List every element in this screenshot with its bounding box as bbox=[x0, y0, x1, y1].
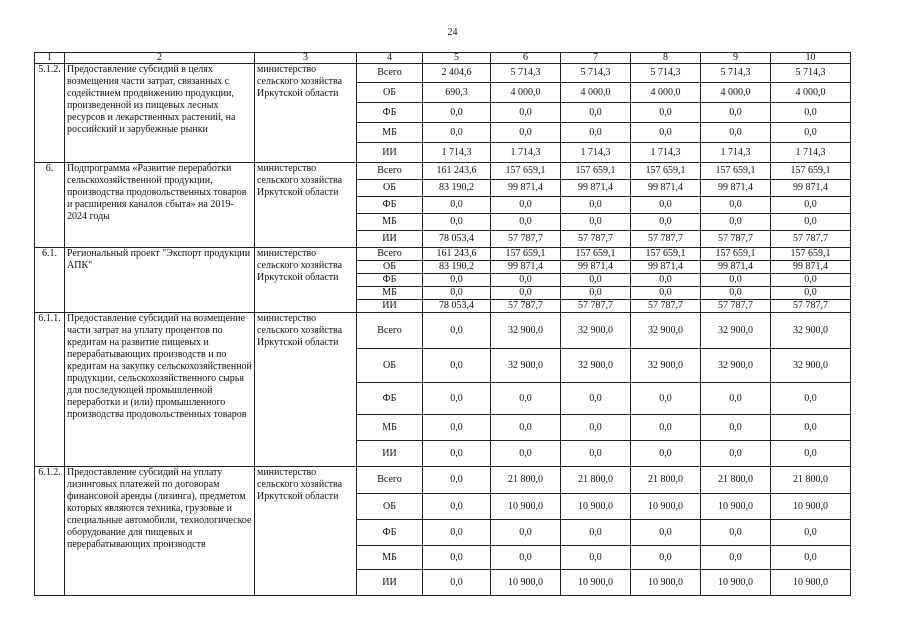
funding-source: Всего bbox=[357, 64, 423, 83]
amount-cell: 0,0 bbox=[561, 197, 631, 214]
amount-cell: 57 787,7 bbox=[631, 300, 701, 313]
amount-cell: 57 787,7 bbox=[701, 231, 771, 248]
amount-cell: 99 871,4 bbox=[771, 261, 851, 274]
amount-cell: 0,0 bbox=[771, 103, 851, 123]
amount-cell: 157 659,1 bbox=[701, 163, 771, 180]
amount-cell: 57 787,7 bbox=[561, 231, 631, 248]
amount-cell: 157 659,1 bbox=[561, 163, 631, 180]
amount-cell: 0,0 bbox=[701, 287, 771, 300]
amount-cell: 157 659,1 bbox=[701, 248, 771, 261]
amount-cell: 0,0 bbox=[701, 103, 771, 123]
item-description: Предоставление субсидий на уплату лизинговых платежей по договорам финансовой аренды (лизинга), предметом которых являются техника, грузовые и специальные автомобили, технологическое оборудование для пищевых и перерабатывающих производств bbox=[65, 467, 255, 596]
amount-cell: 0,0 bbox=[561, 214, 631, 231]
amount-cell: 99 871,4 bbox=[561, 261, 631, 274]
amount-cell: 32 900,0 bbox=[491, 313, 561, 349]
item-description: Региональный проект "Экспорт продукции АПК" bbox=[65, 248, 255, 313]
amount-cell: 0,0 bbox=[631, 287, 701, 300]
amount-cell: 10 900,0 bbox=[701, 494, 771, 520]
item-number: 6. bbox=[35, 163, 65, 248]
item-description: Предоставление субсидий в целях возмещения части затрат, связанных с содействием продвижению продукции, произведенной из пищевых лесных ресурсов и лекарственных растений, на российский и зарубежные рынки bbox=[65, 64, 255, 163]
amount-cell: 21 800,0 bbox=[631, 467, 701, 494]
funding-source: МБ bbox=[357, 546, 423, 570]
amount-cell: 10 900,0 bbox=[771, 570, 851, 596]
column-header: 7 bbox=[561, 53, 631, 64]
amount-cell: 5 714,3 bbox=[701, 64, 771, 83]
amount-cell: 0,0 bbox=[631, 520, 701, 546]
amount-cell: 32 900,0 bbox=[631, 349, 701, 383]
amount-cell: 0,0 bbox=[771, 274, 851, 287]
amount-cell: 0,0 bbox=[561, 520, 631, 546]
funding-source: ИИ bbox=[357, 143, 423, 163]
amount-cell: 5 714,3 bbox=[491, 64, 561, 83]
funding-source: ОБ bbox=[357, 261, 423, 274]
amount-cell: 157 659,1 bbox=[491, 248, 561, 261]
amount-cell: 99 871,4 bbox=[701, 180, 771, 197]
funding-source: МБ bbox=[357, 123, 423, 143]
amount-cell: 5 714,3 bbox=[631, 64, 701, 83]
item-number: 6.1.1. bbox=[35, 313, 65, 467]
amount-cell: 99 871,4 bbox=[491, 180, 561, 197]
amount-cell: 10 900,0 bbox=[561, 494, 631, 520]
amount-cell: 0,0 bbox=[561, 546, 631, 570]
amount-cell: 0,0 bbox=[631, 441, 701, 467]
item-number: 6.1. bbox=[35, 248, 65, 313]
amount-cell: 0,0 bbox=[771, 441, 851, 467]
amount-cell: 5 714,3 bbox=[771, 64, 851, 83]
funding-source: ИИ bbox=[357, 570, 423, 596]
amount-cell: 0,0 bbox=[701, 546, 771, 570]
amount-cell: 0,0 bbox=[631, 546, 701, 570]
amount-cell: 0,0 bbox=[423, 349, 491, 383]
amount-cell: 0,0 bbox=[631, 274, 701, 287]
amount-cell: 0,0 bbox=[771, 287, 851, 300]
amount-cell: 0,0 bbox=[561, 123, 631, 143]
funding-source: ФБ bbox=[357, 383, 423, 415]
amount-cell: 0,0 bbox=[701, 274, 771, 287]
amount-cell: 0,0 bbox=[561, 274, 631, 287]
funding-source: МБ bbox=[357, 214, 423, 231]
amount-cell: 4 000,0 bbox=[491, 83, 561, 103]
funding-source: Всего bbox=[357, 467, 423, 494]
table-row bbox=[35, 163, 851, 180]
table-row bbox=[35, 467, 851, 494]
amount-cell: 0,0 bbox=[491, 103, 561, 123]
amount-cell: 0,0 bbox=[423, 494, 491, 520]
amount-cell: 21 800,0 bbox=[771, 467, 851, 494]
amount-cell: 1 714,3 bbox=[423, 143, 491, 163]
amount-cell: 78 053,4 bbox=[423, 300, 491, 313]
responsible-party: министерство сельского хозяйства Иркутской области bbox=[255, 64, 357, 163]
column-header: 1 bbox=[35, 53, 65, 64]
amount-cell: 0,0 bbox=[771, 520, 851, 546]
amount-cell: 157 659,1 bbox=[631, 248, 701, 261]
amount-cell: 0,0 bbox=[423, 383, 491, 415]
amount-cell: 0,0 bbox=[701, 520, 771, 546]
amount-cell: 157 659,1 bbox=[561, 248, 631, 261]
amount-cell: 10 900,0 bbox=[701, 570, 771, 596]
amount-cell: 4 000,0 bbox=[701, 83, 771, 103]
amount-cell: 0,0 bbox=[561, 415, 631, 441]
amount-cell: 57 787,7 bbox=[771, 300, 851, 313]
amount-cell: 0,0 bbox=[771, 123, 851, 143]
amount-cell: 0,0 bbox=[771, 383, 851, 415]
amount-cell: 99 871,4 bbox=[771, 180, 851, 197]
amount-cell: 57 787,7 bbox=[771, 231, 851, 248]
amount-cell: 0,0 bbox=[631, 123, 701, 143]
amount-cell: 0,0 bbox=[491, 287, 561, 300]
amount-cell: 32 900,0 bbox=[561, 349, 631, 383]
amount-cell: 0,0 bbox=[561, 287, 631, 300]
amount-cell: 0,0 bbox=[771, 546, 851, 570]
responsible-party: министерство сельского хозяйства Иркутской области bbox=[255, 313, 357, 467]
amount-cell: 4 000,0 bbox=[771, 83, 851, 103]
funding-source: ФБ bbox=[357, 274, 423, 287]
amount-cell: 0,0 bbox=[491, 197, 561, 214]
amount-cell: 83 190,2 bbox=[423, 180, 491, 197]
amount-cell: 0,0 bbox=[701, 415, 771, 441]
amount-cell: 99 871,4 bbox=[701, 261, 771, 274]
amount-cell: 4 000,0 bbox=[631, 83, 701, 103]
amount-cell: 0,0 bbox=[423, 103, 491, 123]
amount-cell: 32 900,0 bbox=[631, 313, 701, 349]
table-row bbox=[35, 248, 851, 261]
amount-cell: 0,0 bbox=[491, 123, 561, 143]
amount-cell: 4 000,0 bbox=[561, 83, 631, 103]
item-number: 6.1.2. bbox=[35, 467, 65, 596]
funding-source: ИИ bbox=[357, 231, 423, 248]
column-header: 2 bbox=[65, 53, 255, 64]
amount-cell: 0,0 bbox=[491, 415, 561, 441]
funding-source: ИИ bbox=[357, 441, 423, 467]
amount-cell: 21 800,0 bbox=[561, 467, 631, 494]
funding-source: Всего bbox=[357, 313, 423, 349]
funding-source: ИИ bbox=[357, 300, 423, 313]
amount-cell: 99 871,4 bbox=[631, 261, 701, 274]
amount-cell: 5 714,3 bbox=[561, 64, 631, 83]
amount-cell: 0,0 bbox=[423, 546, 491, 570]
amount-cell: 0,0 bbox=[423, 313, 491, 349]
amount-cell: 0,0 bbox=[631, 103, 701, 123]
amount-cell: 0,0 bbox=[701, 441, 771, 467]
amount-cell: 0,0 bbox=[423, 123, 491, 143]
funding-source: МБ bbox=[357, 415, 423, 441]
column-header: 10 bbox=[771, 53, 851, 64]
amount-cell: 0,0 bbox=[423, 441, 491, 467]
amount-cell: 0,0 bbox=[701, 123, 771, 143]
amount-cell: 0,0 bbox=[423, 415, 491, 441]
funding-source: МБ bbox=[357, 287, 423, 300]
amount-cell: 1 714,3 bbox=[561, 143, 631, 163]
amount-cell: 0,0 bbox=[491, 441, 561, 467]
amount-cell: 0,0 bbox=[631, 214, 701, 231]
amount-cell: 0,0 bbox=[561, 441, 631, 467]
amount-cell: 0,0 bbox=[701, 383, 771, 415]
funding-source: Всего bbox=[357, 163, 423, 180]
amount-cell: 0,0 bbox=[561, 103, 631, 123]
amount-cell: 32 900,0 bbox=[701, 313, 771, 349]
amount-cell: 32 900,0 bbox=[491, 349, 561, 383]
column-header: 3 bbox=[255, 53, 357, 64]
amount-cell: 0,0 bbox=[631, 197, 701, 214]
column-header: 9 bbox=[701, 53, 771, 64]
funding-source: ФБ bbox=[357, 103, 423, 123]
amount-cell: 32 900,0 bbox=[701, 349, 771, 383]
funding-source: Всего bbox=[357, 248, 423, 261]
responsible-party: министерство сельского хозяйства Иркутской области bbox=[255, 248, 357, 313]
amount-cell: 0,0 bbox=[701, 197, 771, 214]
amount-cell: 0,0 bbox=[491, 274, 561, 287]
amount-cell: 21 800,0 bbox=[491, 467, 561, 494]
amount-cell: 83 190,2 bbox=[423, 261, 491, 274]
amount-cell: 10 900,0 bbox=[491, 570, 561, 596]
amount-cell: 0,0 bbox=[423, 467, 491, 494]
amount-cell: 0,0 bbox=[423, 570, 491, 596]
amount-cell: 32 900,0 bbox=[771, 313, 851, 349]
amount-cell: 0,0 bbox=[491, 520, 561, 546]
amount-cell: 0,0 bbox=[561, 383, 631, 415]
funding-source: ОБ bbox=[357, 349, 423, 383]
amount-cell: 0,0 bbox=[423, 287, 491, 300]
column-header: 4 bbox=[357, 53, 423, 64]
funding-source: ФБ bbox=[357, 197, 423, 214]
item-number: 5.1.2. bbox=[35, 64, 65, 163]
amount-cell: 0,0 bbox=[771, 214, 851, 231]
amount-cell: 161 243,6 bbox=[423, 163, 491, 180]
amount-cell: 0,0 bbox=[631, 383, 701, 415]
amount-cell: 99 871,4 bbox=[491, 261, 561, 274]
header-row bbox=[35, 53, 851, 64]
table-row bbox=[35, 64, 851, 83]
table-row bbox=[35, 313, 851, 349]
amount-cell: 1 714,3 bbox=[771, 143, 851, 163]
funding-source: ФБ bbox=[357, 520, 423, 546]
amount-cell: 0,0 bbox=[423, 520, 491, 546]
amount-cell: 99 871,4 bbox=[631, 180, 701, 197]
page-number: 24 bbox=[447, 27, 458, 38]
amount-cell: 157 659,1 bbox=[491, 163, 561, 180]
amount-cell: 157 659,1 bbox=[631, 163, 701, 180]
amount-cell: 1 714,3 bbox=[491, 143, 561, 163]
amount-cell: 57 787,7 bbox=[561, 300, 631, 313]
amount-cell: 161 243,6 bbox=[423, 248, 491, 261]
amount-cell: 0,0 bbox=[423, 197, 491, 214]
funding-source: ОБ bbox=[357, 494, 423, 520]
column-header: 5 bbox=[423, 53, 491, 64]
column-header: 8 bbox=[631, 53, 701, 64]
amount-cell: 10 900,0 bbox=[491, 494, 561, 520]
amount-cell: 21 800,0 bbox=[701, 467, 771, 494]
amount-cell: 1 714,3 bbox=[631, 143, 701, 163]
item-description: Предоставление субсидий на возмещение части затрат на уплату процентов по кредитам на развитие пищевых и перерабатывающих производств и по кредитам на закупку сельскохозяйственной продукции, сельскохозяйственного сырья для последующей промышленной переработки и (или) промышленного производства продовольственных товаров bbox=[65, 313, 255, 467]
funding-source: ОБ bbox=[357, 83, 423, 103]
amount-cell: 10 900,0 bbox=[631, 494, 701, 520]
responsible-party: министерство сельского хозяйства Иркутской области bbox=[255, 163, 357, 248]
amount-cell: 78 053,4 bbox=[423, 231, 491, 248]
amount-cell: 57 787,7 bbox=[491, 231, 561, 248]
amount-cell: 157 659,1 bbox=[771, 248, 851, 261]
amount-cell: 57 787,7 bbox=[491, 300, 561, 313]
amount-cell: 690,3 bbox=[423, 83, 491, 103]
amount-cell: 0,0 bbox=[491, 214, 561, 231]
funding-source: ОБ bbox=[357, 180, 423, 197]
amount-cell: 99 871,4 bbox=[561, 180, 631, 197]
amount-cell: 0,0 bbox=[771, 197, 851, 214]
amount-cell: 0,0 bbox=[491, 546, 561, 570]
amount-cell: 0,0 bbox=[771, 415, 851, 441]
amount-cell: 10 900,0 bbox=[631, 570, 701, 596]
item-description: Подпрограмма «Развитие переработки сельскохозяйственной продукции, производства продовольственных товаров и расширения каналов сбыта» на 2019-2024 годы bbox=[65, 163, 255, 248]
amount-cell: 0,0 bbox=[423, 274, 491, 287]
amount-cell: 32 900,0 bbox=[771, 349, 851, 383]
amount-cell: 157 659,1 bbox=[771, 163, 851, 180]
amount-cell: 0,0 bbox=[631, 415, 701, 441]
amount-cell: 0,0 bbox=[491, 383, 561, 415]
amount-cell: 32 900,0 bbox=[561, 313, 631, 349]
amount-cell: 1 714,3 bbox=[701, 143, 771, 163]
column-header: 6 bbox=[491, 53, 561, 64]
amount-cell: 0,0 bbox=[423, 214, 491, 231]
amount-cell: 2 404,6 bbox=[423, 64, 491, 83]
amount-cell: 10 900,0 bbox=[561, 570, 631, 596]
amount-cell: 57 787,7 bbox=[701, 300, 771, 313]
amount-cell: 57 787,7 bbox=[631, 231, 701, 248]
responsible-party: министерство сельского хозяйства Иркутской области bbox=[255, 467, 357, 596]
amount-cell: 0,0 bbox=[701, 214, 771, 231]
amount-cell: 10 900,0 bbox=[771, 494, 851, 520]
budget-table bbox=[34, 52, 851, 596]
